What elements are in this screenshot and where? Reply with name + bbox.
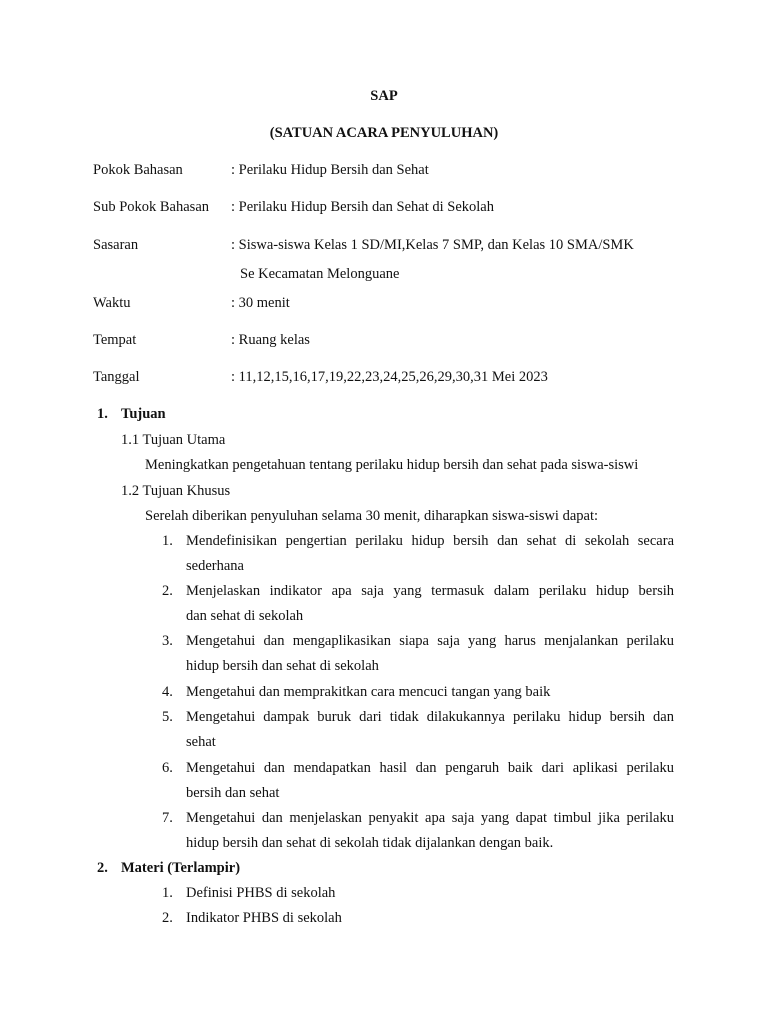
list-item-number: 7. xyxy=(162,810,173,826)
list-item-text-cont: sederhana xyxy=(186,558,244,574)
info-label-waktu: Waktu xyxy=(93,295,131,311)
info-value-waktu: : 30 menit xyxy=(231,295,290,311)
list-item-text: Mengetahui dan mendapatkan hasil dan pengaruh baik dari aplikasi perilaku xyxy=(186,760,674,776)
list-item-text-cont: bersih dan sehat xyxy=(186,785,280,801)
info-value-sasaran: : Siswa-siswa Kelas 1 SD/MI,Kelas 7 SMP, dan Kelas 10 SMA/SMK xyxy=(231,237,634,253)
list-item-text: Indikator PHBS di sekolah xyxy=(186,910,342,926)
list-item-text-cont: hidup bersih dan sehat di sekolah xyxy=(186,658,379,674)
list-item-number: 2. xyxy=(162,910,173,926)
info-label-tempat: Tempat xyxy=(93,332,137,348)
list-item-number: 4. xyxy=(162,684,173,700)
subsection-1-2-text: Serelah diberikan penyuluhan selama 30 menit, diharapkan siswa-siswi dapat: xyxy=(145,508,598,524)
subsection-1-1-text: Meningkatkan pengetahuan tentang perilaku hidup bersih dan sehat pada siswa-siswi xyxy=(145,457,639,473)
document-subtitle: (SATUAN ACARA PENYULUHAN) xyxy=(269,125,499,141)
list-item-number: 1. xyxy=(162,885,173,901)
info-value-sub-pokok-bahasan: : Perilaku Hidup Bersih dan Sehat di Sekolah xyxy=(231,199,494,215)
info-value-pokok-bahasan: : Perilaku Hidup Bersih dan Sehat xyxy=(231,162,429,178)
list-item-text-cont: sehat xyxy=(186,734,216,750)
list-item-number: 5. xyxy=(162,709,173,725)
info-label-tanggal: Tanggal xyxy=(93,369,140,385)
info-value-tempat: : Ruang kelas xyxy=(231,332,310,348)
list-item-text-cont: dan sehat di sekolah xyxy=(186,608,304,624)
list-item-text: Mengetahui dampak buruk dari tidak dilakukannya perilaku hidup bersih dan xyxy=(186,709,674,725)
info-label-pokok-bahasan: Pokok Bahasan xyxy=(93,162,183,178)
section-1-heading: Tujuan xyxy=(121,406,166,422)
section-2-heading: Materi (Terlampir) xyxy=(121,860,241,876)
list-item-number: 3. xyxy=(162,633,173,649)
document-title: SAP xyxy=(370,88,398,104)
list-item-text-cont: hidup bersih dan sehat di sekolah tidak dijalankan dengan baik. xyxy=(186,835,554,851)
subsection-1-1-heading: 1.1 Tujuan Utama xyxy=(121,432,226,448)
list-item-number: 2. xyxy=(162,583,173,599)
section-2-number: 2. xyxy=(97,860,108,876)
subsection-1-2-heading: 1.2 Tujuan Khusus xyxy=(121,483,231,499)
info-value-sasaran-cont: Se Kecamatan Melonguane xyxy=(240,266,400,282)
list-item-number: 6. xyxy=(162,760,173,776)
info-label-sasaran: Sasaran xyxy=(93,237,139,253)
info-value-tanggal: : 11,12,15,16,17,19,22,23,24,25,26,29,30,31 Mei 2023 xyxy=(231,369,548,385)
list-item-text: Mengetahui dan mengaplikasikan siapa saja yang harus menjalankan perilaku xyxy=(186,633,674,649)
info-label-sub-pokok-bahasan: Sub Pokok Bahasan xyxy=(93,199,209,215)
section-1-number: 1. xyxy=(97,406,108,422)
list-item-number: 1. xyxy=(162,533,173,549)
list-item-text: Mengetahui dan menjelaskan penyakit apa saja yang dapat timbul jika perilaku xyxy=(186,810,674,826)
list-item-text: Mengetahui dan memprakitkan cara mencuci tangan yang baik xyxy=(186,684,551,700)
list-item-text: Mendefinisikan pengertian perilaku hidup bersih dan sehat di sekolah secara xyxy=(186,533,674,549)
list-item-text: Definisi PHBS di sekolah xyxy=(186,885,336,901)
list-item-text: Menjelaskan indikator apa saja yang termasuk dalam perilaku hidup bersih xyxy=(186,583,674,599)
